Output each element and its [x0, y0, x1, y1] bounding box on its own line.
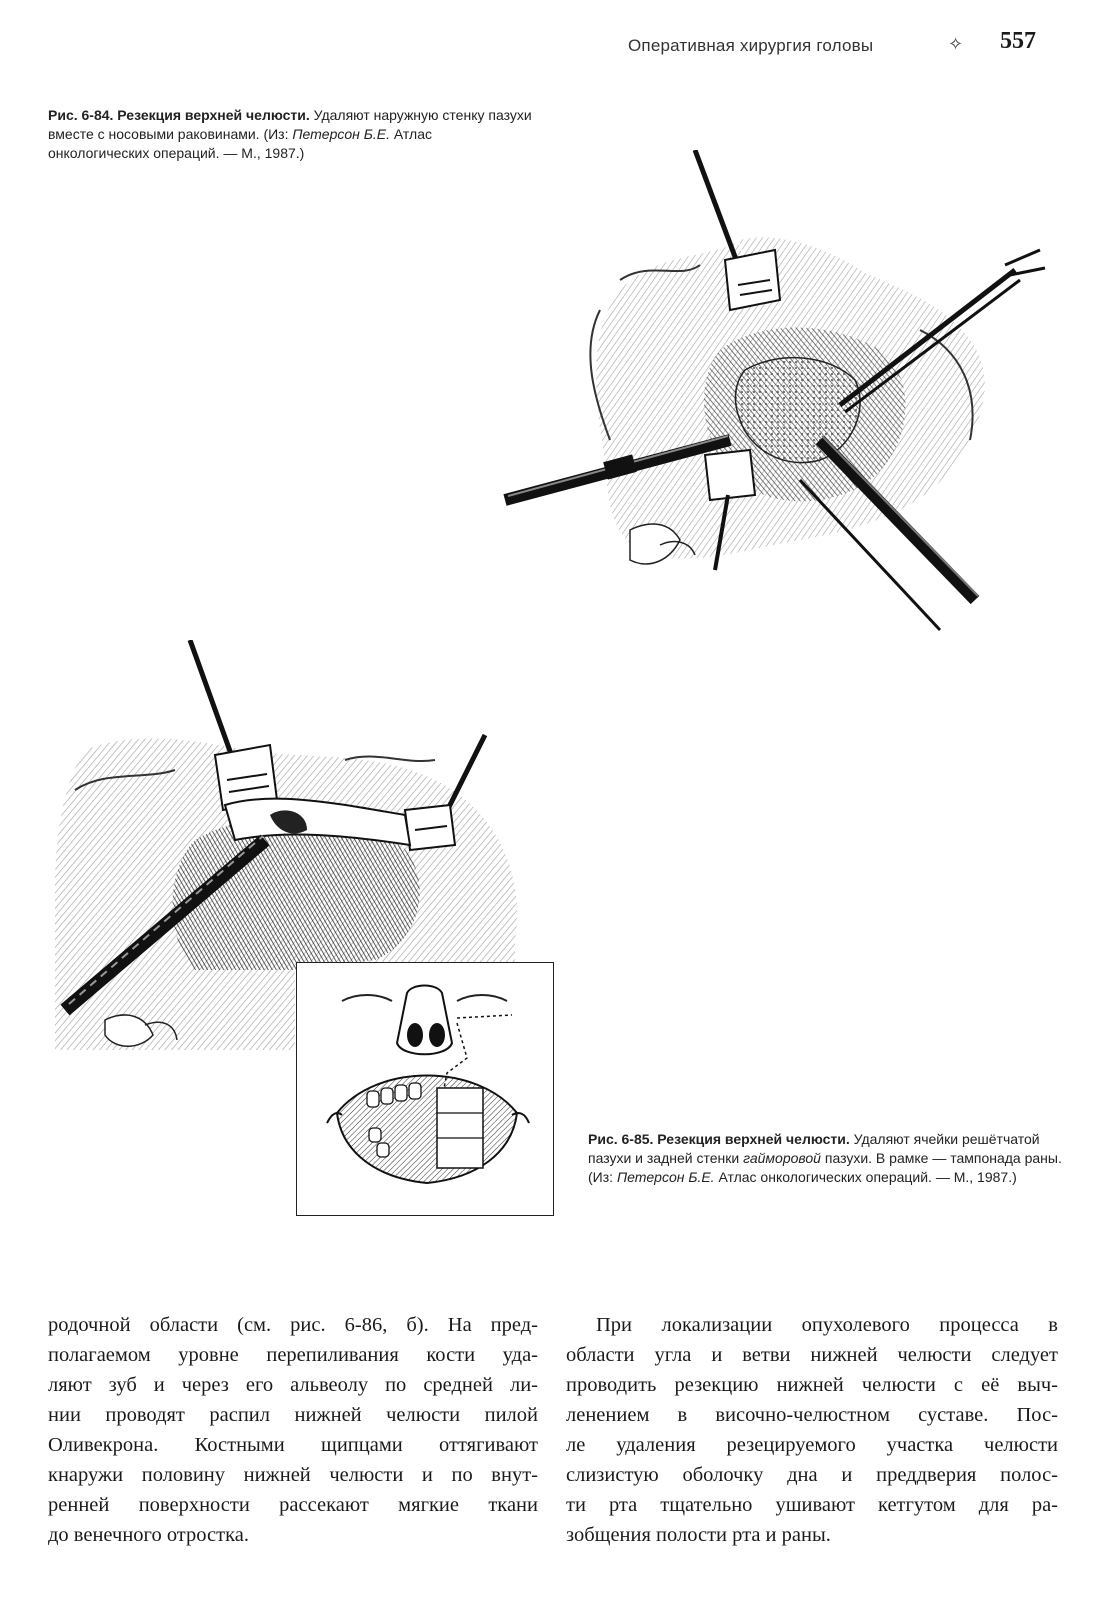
text-line: области угла и ветви нижней челюсти следует: [566, 1344, 1058, 1366]
figure-85-caption-label: Рис. 6-85. Резекция верхней челюсти.: [588, 1131, 850, 1147]
text-line: родочной области (см. рис. 6-86, б). На пред-: [48, 1314, 538, 1336]
figure-84-illustration: [500, 150, 1060, 650]
figure-85-caption-source: Атлас онкологических операций. — М., 1987.): [714, 1169, 1017, 1185]
text-line: ленением в височно-челюстном суставе. Пос-: [566, 1404, 1058, 1426]
text-line: ти рта тщательно ушивают кетгутом для ра-: [566, 1494, 1058, 1516]
left-text-column: [48, 1310, 538, 1550]
text-line: зобщения полости рта и раны.: [566, 1524, 831, 1546]
figure-85-inset: [296, 962, 554, 1216]
running-title: Оперативная хирургия головы: [628, 36, 874, 55]
figure-85-caption: [588, 1130, 1066, 1187]
text-line: При локализации опухолевого процесса в: [596, 1314, 1058, 1336]
text-line: кнаружи половину нижней челюсти и по внут-: [48, 1464, 538, 1486]
text-line: ляют зуб и через его альвеолу по средней ли-: [48, 1374, 538, 1396]
text-line: проводить резекцию нижней челюсти с её выч-: [566, 1374, 1058, 1396]
figure-85-caption-italic: гайморовой: [743, 1150, 821, 1166]
ornament-icon: ✧: [948, 34, 964, 54]
text-line: ле удаления резецируемого участка челюсти: [566, 1434, 1058, 1456]
text-line: Оливекрона. Костными щипцами оттягивают: [48, 1434, 538, 1456]
figure-85-caption-text: Удаляют ячейки решётчатой пазухи и задней стенки: [588, 1131, 1040, 1166]
figure-84-caption-label: Рис. 6-84. Резекция верхней челюсти.: [48, 107, 310, 123]
page-number: 557: [1000, 28, 1036, 54]
figure-84-caption: [48, 106, 536, 163]
figure-84-caption-author: Петерсон Б.Е.: [292, 126, 390, 142]
figure-84-caption-source: Атлас онкологических операций. — М., 1987.): [48, 126, 432, 161]
figure-84-caption-text: Удаляют наружную стенку пазухи вместе с носовыми раковинами. (Из:: [48, 107, 532, 142]
figure-85-caption-author: Петерсон Б.Е.: [616, 1169, 715, 1185]
text-line: полагаемом уровне перепиливания кости уда-: [48, 1344, 538, 1366]
text-line: нии проводят распил нижней челюсти пилой: [48, 1404, 538, 1426]
right-text-column: [566, 1310, 1058, 1550]
text-line: до венечного отростка.: [48, 1524, 249, 1546]
text-line: слизистую оболочку дна и преддверия полос-: [566, 1464, 1058, 1486]
text-line: ренней поверхности рассекают мягкие ткани: [48, 1494, 538, 1516]
figure-85-caption-text-2: пазухи. В рамке — тампонада раны. (Из:: [588, 1150, 1062, 1185]
